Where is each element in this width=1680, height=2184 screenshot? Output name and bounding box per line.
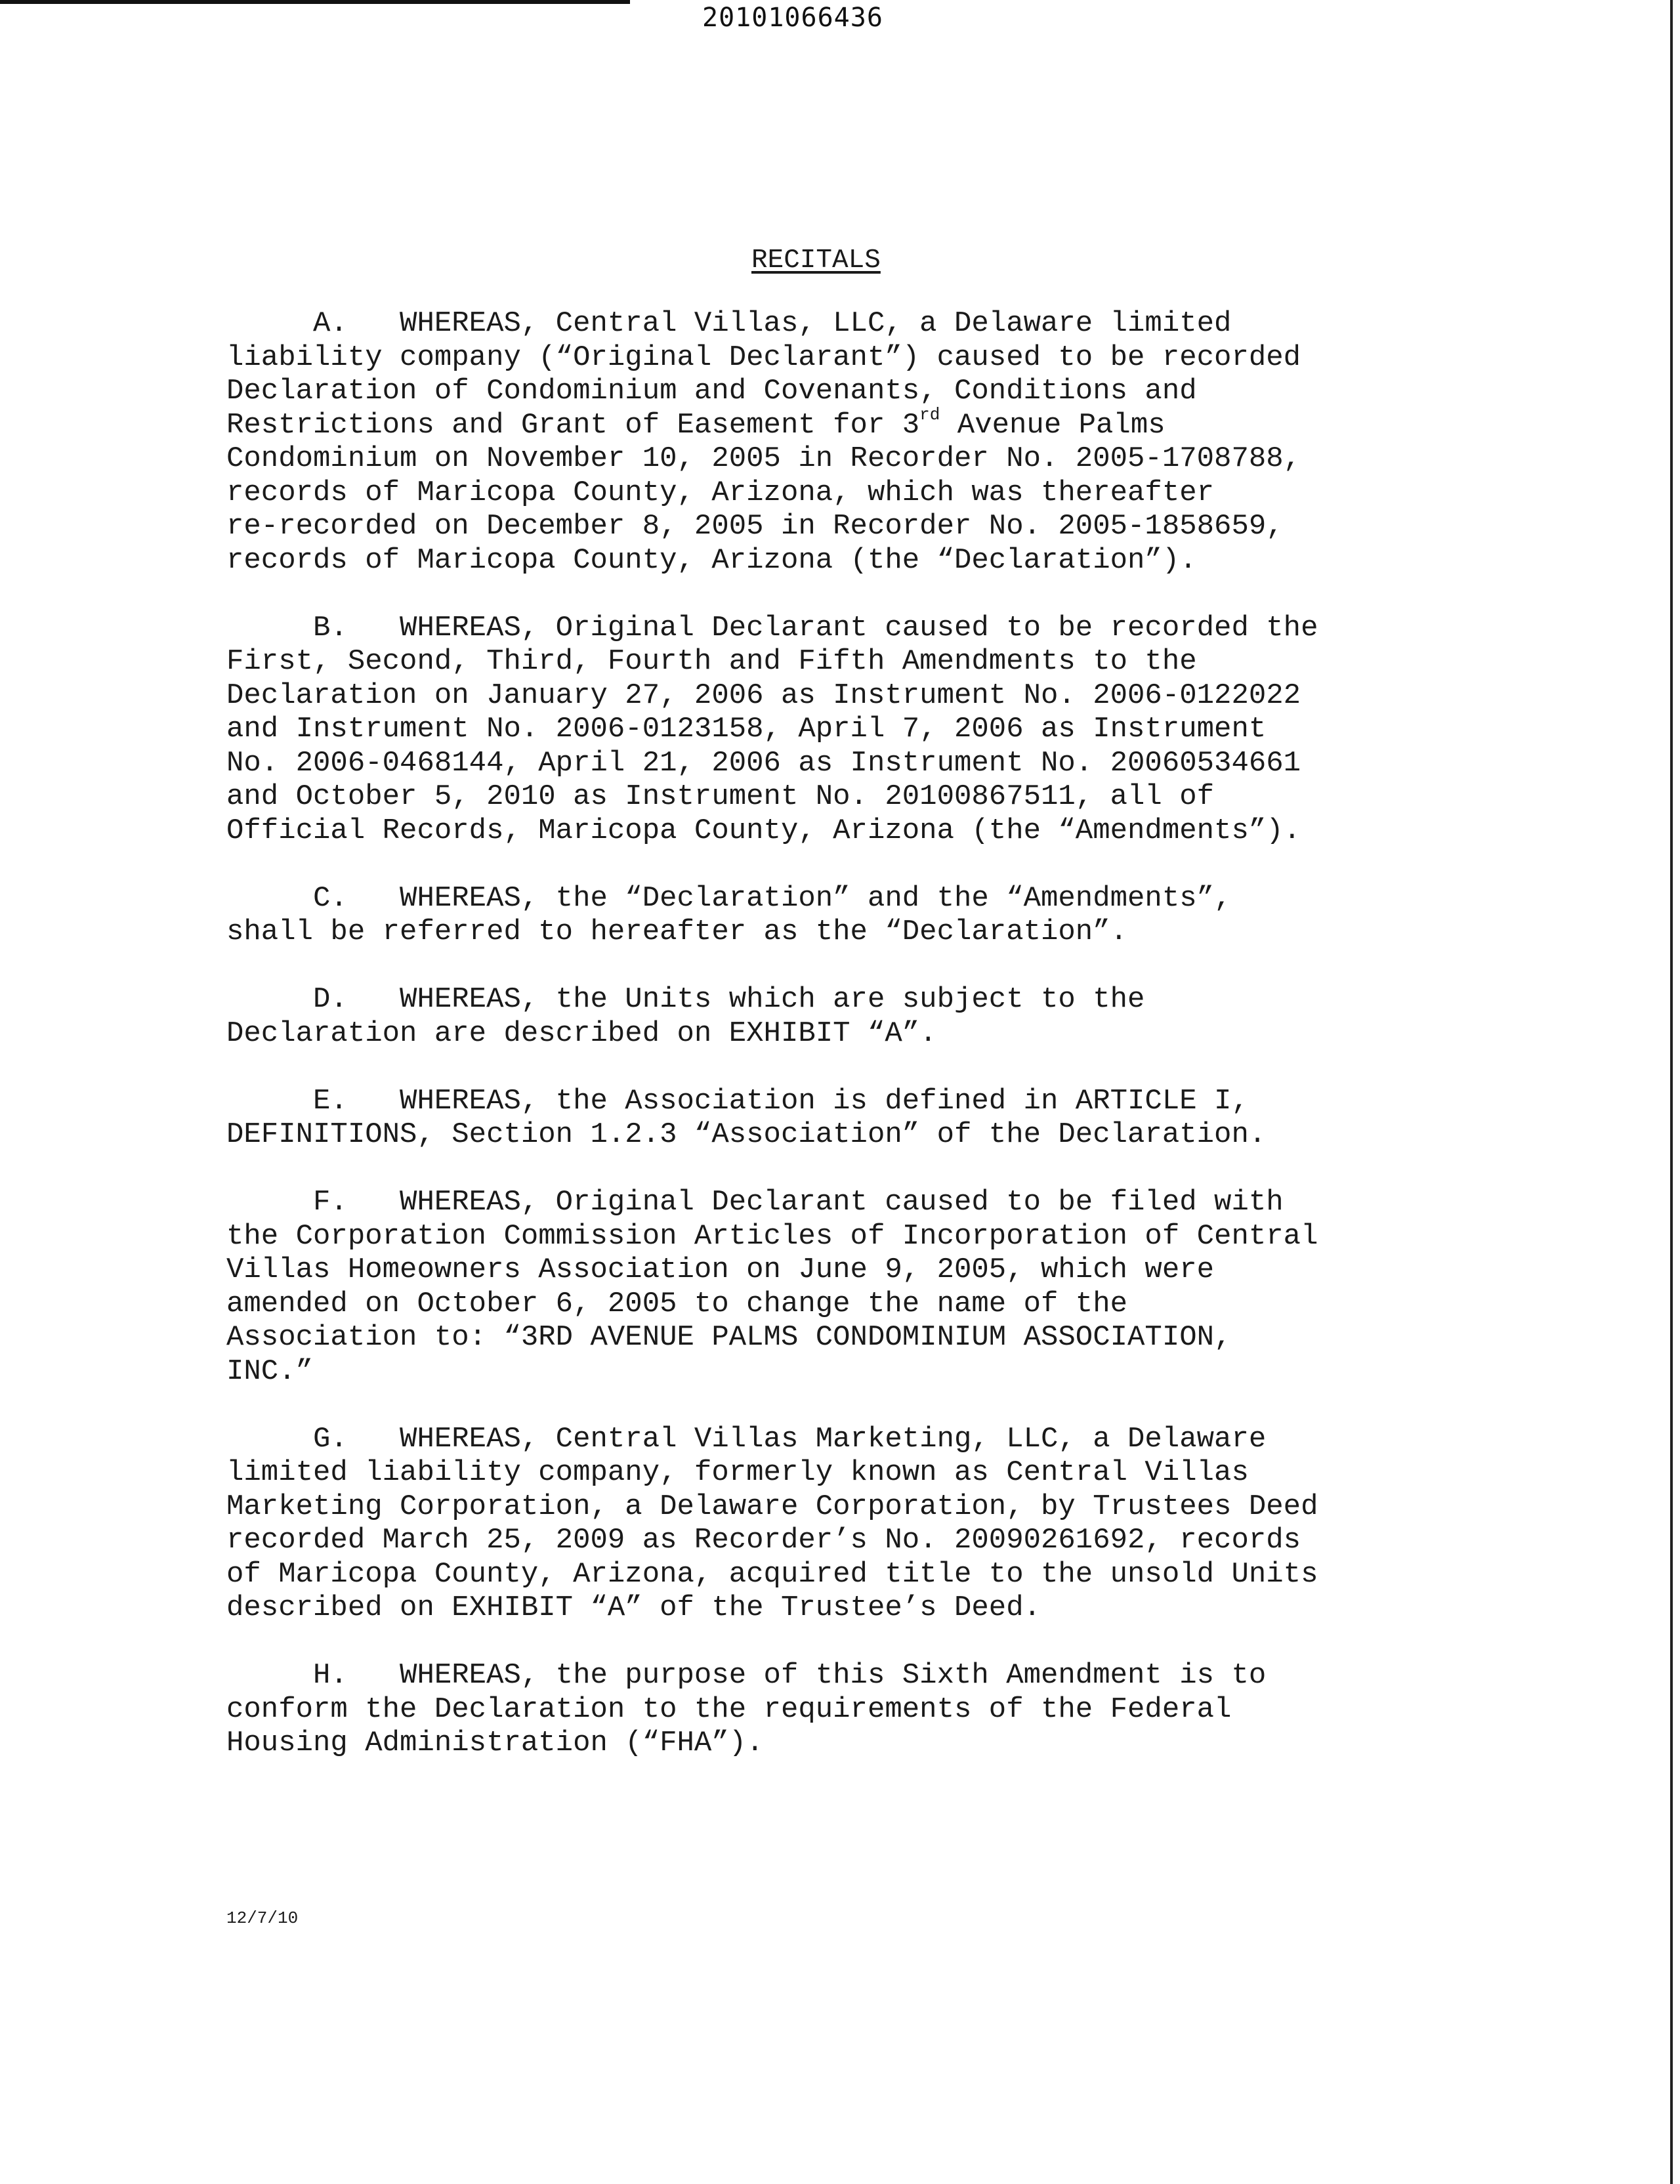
recital-line: F. WHEREAS, Original Declarant caused to be filed with <box>226 1186 1284 1219</box>
recital-line: Official Records, Maricopa County, Arizona (the “Amendments”). <box>226 814 1301 847</box>
recital-h <box>226 1659 1408 1761</box>
recital-line: DEFINITIONS, Section 1.2.3 “Association” of the Declaration. <box>226 1118 1267 1151</box>
recital-line: recorded March 25, 2009 as Recorder’s No. 20090261692, records <box>226 1524 1301 1557</box>
recital-line: Declaration on January 27, 2006 as Instrument No. 2006-0122022 <box>226 679 1301 712</box>
recital-line: Marketing Corporation, a Delaware Corporation, by Trustees Deed <box>226 1490 1318 1523</box>
recital-line: of Maricopa County, Arizona, acquired title to the unsold Units <box>226 1557 1318 1591</box>
recitals-heading: RECITALS <box>751 245 881 276</box>
recital-line: conform the Declaration to the requirements of the Federal <box>226 1692 1232 1726</box>
recital-line: B. WHEREAS, Original Declarant caused to be recorded the <box>226 611 1318 644</box>
recital-c <box>226 882 1408 950</box>
recital-line: shall be referred to hereafter as the “Declaration”. <box>226 915 1128 948</box>
recital-line: INC.” <box>226 1354 314 1388</box>
recital-line: amended on October 6, 2005 to change the name of the <box>226 1287 1128 1320</box>
recital-line: liability company (“Original Declarant”) caused to be recorded <box>226 341 1301 374</box>
recital-d <box>226 983 1408 1051</box>
recital-line-with-superscript <box>226 404 1408 443</box>
recital-line: Condominium on November 10, 2005 in Recorder No. 2005-1708788, <box>226 442 1301 475</box>
recital-line-text: Avenue Palms <box>940 408 1166 442</box>
recital-line: No. 2006-0468144, April 21, 2006 as Instrument No. 20060534661 <box>226 746 1301 780</box>
recital-line: described on EXHIBIT “A” of the Trustee’s Deed. <box>226 1591 1041 1624</box>
recital-line: records of Maricopa County, Arizona, which was thereafter <box>226 476 1215 509</box>
recital-line: Declaration of Condominium and Covenants, Conditions and <box>226 375 1197 408</box>
recital-line: E. WHEREAS, the Association is defined in ARTICLE I, <box>226 1084 1249 1118</box>
recital-line: Declaration are described on EXHIBIT “A”. <box>226 1017 937 1050</box>
recital-line: limited liability company, formerly known as Central Villas <box>226 1456 1249 1489</box>
recitals-body <box>226 307 1408 1794</box>
recital-line: re-recorded on December 8, 2005 in Recorder No. 2005-1858659, <box>226 510 1284 543</box>
recital-e <box>226 1085 1408 1152</box>
footer-date: 12/7/10 <box>226 1908 299 1928</box>
recital-line: Association to: “3RD AVENUE PALMS CONDOMINIUM ASSOCIATION, <box>226 1321 1232 1354</box>
recital-b <box>226 612 1408 849</box>
recital-line: and Instrument No. 2006-0123158, April 7, 2006 as Instrument <box>226 713 1267 746</box>
recital-line: Housing Administration (“FHA”). <box>226 1727 764 1759</box>
recital-g <box>226 1423 1408 1626</box>
recital-line: First, Second, Third, Fourth and Fifth Amendments to the <box>226 645 1197 678</box>
recital-line: C. WHEREAS, the “Declaration” and the “Amendments”, <box>226 881 1232 915</box>
recital-a <box>226 307 1408 578</box>
recital-line: records of Maricopa County, Arizona (the “Declaration”). <box>226 543 1197 577</box>
recital-line: D. WHEREAS, the Units which are subject to the <box>226 983 1145 1016</box>
scan-edge-top <box>0 0 630 4</box>
recital-f <box>226 1186 1408 1389</box>
recital-line-text: Restrictions and Grant of Easement for 3 <box>226 408 920 442</box>
recital-line: A. WHEREAS, Central Villas, LLC, a Delaware limited <box>226 307 1232 340</box>
superscript-ordinal: rd <box>919 404 940 425</box>
recital-line: G. WHEREAS, Central Villas Marketing, LLC, a Delaware <box>226 1422 1267 1456</box>
recital-line: Villas Homeowners Association on June 9, 2005, which were <box>226 1253 1215 1286</box>
recital-line: H. WHEREAS, the purpose of this Sixth Amendment is to <box>226 1659 1267 1692</box>
recital-line: the Corporation Commission Articles of Incorporation of Central <box>226 1219 1318 1253</box>
document-number: 20101066436 <box>702 3 883 33</box>
recital-line: and October 5, 2010 as Instrument No. 20100867511, all of <box>226 780 1215 813</box>
scan-edge-right <box>1670 0 1673 2184</box>
